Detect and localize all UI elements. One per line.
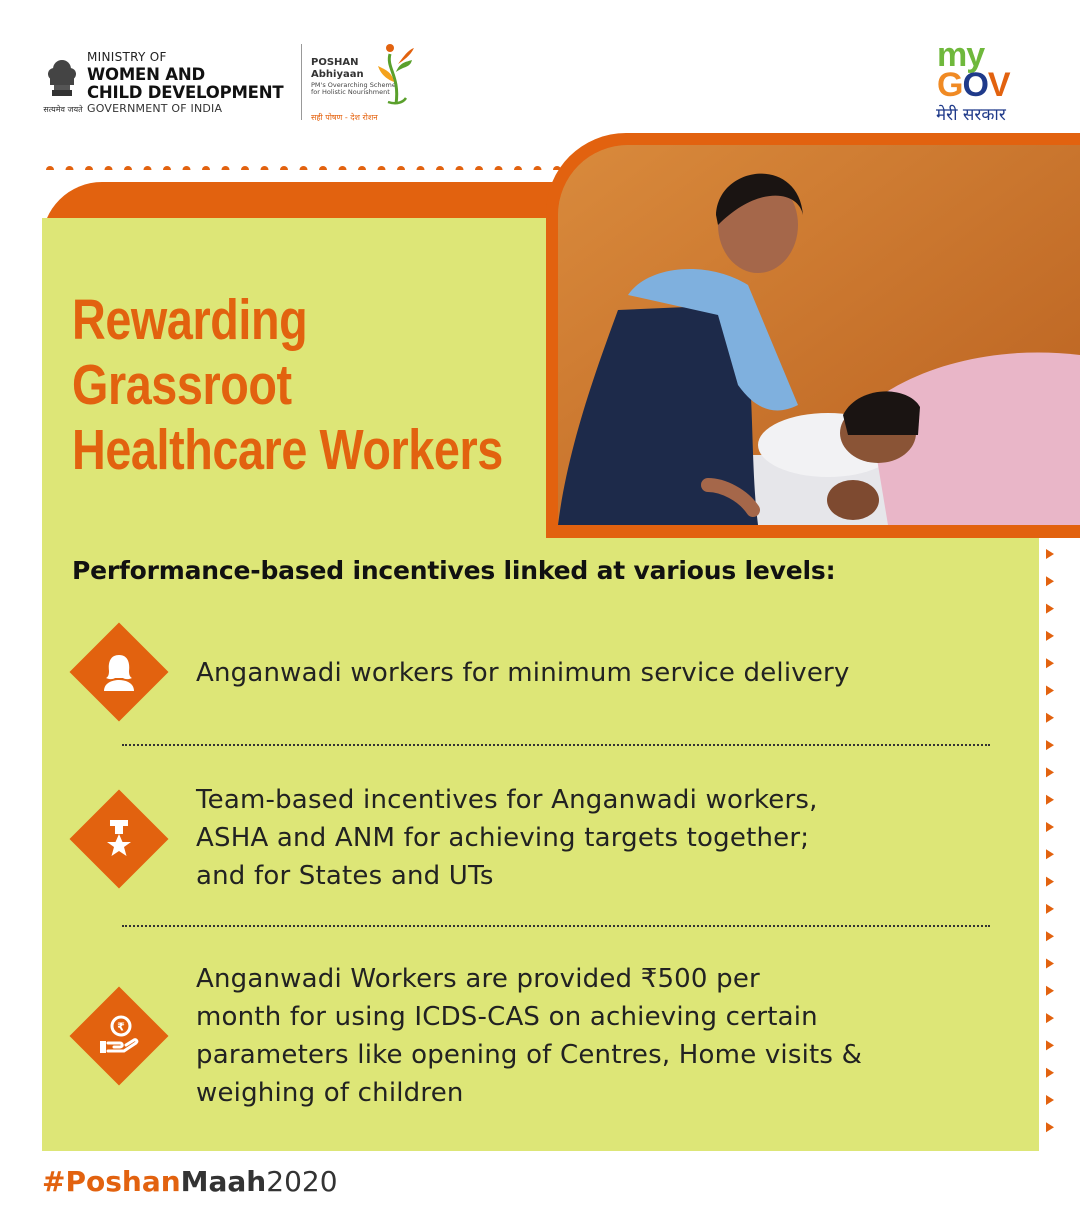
decorative-dot bbox=[378, 166, 386, 170]
decorative-dot bbox=[222, 166, 230, 170]
decorative-triangle bbox=[1046, 604, 1054, 614]
decorative-triangle bbox=[1046, 849, 1054, 859]
poshan-logo-icon bbox=[376, 42, 416, 108]
decorative-dot bbox=[46, 166, 54, 170]
government-label: GOVERNMENT OF INDIA bbox=[87, 102, 223, 115]
national-emblem-icon bbox=[44, 54, 80, 102]
decorative-dot bbox=[417, 166, 425, 170]
emblem-caption: सत्यमेव जयते bbox=[43, 105, 83, 114]
title-line-3: Healthcare Workers bbox=[72, 418, 503, 482]
decorative-triangle bbox=[1046, 740, 1054, 750]
header-divider bbox=[301, 44, 302, 120]
decorative-dot bbox=[85, 166, 93, 170]
decorative-triangle bbox=[1046, 1095, 1054, 1105]
decorative-dot bbox=[202, 166, 210, 170]
mygov-hindi-label: मेरी सरकार bbox=[936, 105, 1006, 125]
poshan-subtitle: Abhiyaan bbox=[311, 69, 364, 80]
decorative-dot bbox=[183, 166, 191, 170]
decorative-triangle bbox=[1046, 959, 1054, 969]
page-title bbox=[72, 288, 503, 483]
decorative-dot bbox=[495, 166, 503, 170]
decorative-dot bbox=[339, 166, 347, 170]
decorative-triangle bbox=[1046, 986, 1054, 996]
poshan-title: POSHAN bbox=[311, 57, 359, 68]
mygov-logo-my: my bbox=[937, 36, 985, 74]
decorative-triangle bbox=[1046, 658, 1054, 668]
title-line-2: Grassroot bbox=[72, 353, 292, 417]
decorative-triangle bbox=[1046, 877, 1054, 887]
worker-icon bbox=[94, 647, 144, 697]
decorative-triangle bbox=[1046, 904, 1054, 914]
decorative-dot bbox=[456, 166, 464, 170]
decorative-dot bbox=[514, 166, 522, 170]
poshan-description: PM's Overarching Scheme for Holistic Nourishment bbox=[311, 81, 396, 96]
decorative-dot bbox=[105, 166, 113, 170]
healthcare-worker-photo bbox=[558, 145, 1080, 525]
decorative-triangle bbox=[1046, 1040, 1054, 1050]
decorative-dot bbox=[261, 166, 269, 170]
item-1-text: Anganwadi workers for minimum service delivery bbox=[196, 658, 850, 688]
mygov-logo-gov: GOV bbox=[937, 66, 1010, 104]
decorative-arrows-right bbox=[1044, 545, 1058, 1145]
ministry-label: MINISTRY OF bbox=[87, 50, 167, 64]
poshan-tagline: सही पोषण - देश रोशन bbox=[311, 113, 378, 122]
decorative-dot bbox=[144, 166, 152, 170]
item-separator bbox=[122, 925, 990, 927]
decorative-dot bbox=[319, 166, 327, 170]
decorative-dot bbox=[534, 166, 542, 170]
decorative-dot bbox=[66, 166, 74, 170]
decorative-triangle bbox=[1046, 576, 1054, 586]
decorative-dot bbox=[300, 166, 308, 170]
decorative-dot bbox=[241, 166, 249, 170]
decorative-triangle bbox=[1046, 631, 1054, 641]
decorative-dot bbox=[163, 166, 171, 170]
section-heading: Performance-based incentives linked at various levels: bbox=[72, 556, 836, 585]
item-2-text: Team-based incentives for Anganwadi workers, ASHA and ANM for achieving targets together; and for States and UTs bbox=[196, 785, 818, 891]
hashtag: #PoshanMaah2020 bbox=[42, 1165, 338, 1198]
decorative-triangle bbox=[1046, 1013, 1054, 1023]
decorative-triangle bbox=[1046, 767, 1054, 777]
decorative-dot bbox=[436, 166, 444, 170]
decorative-dot bbox=[475, 166, 483, 170]
ministry-name-line1: WOMEN AND bbox=[87, 65, 205, 84]
decorative-dot bbox=[358, 166, 366, 170]
decorative-triangle bbox=[1046, 822, 1054, 832]
decorative-dot bbox=[124, 166, 132, 170]
ministry-name-line2: CHILD DEVELOPMENT bbox=[87, 83, 284, 102]
rupee-hand-icon bbox=[94, 1011, 144, 1061]
title-line-1: Rewarding bbox=[72, 288, 308, 352]
decorative-dots-top bbox=[46, 162, 566, 170]
decorative-triangle bbox=[1046, 1068, 1054, 1078]
item-separator bbox=[122, 744, 990, 746]
svg-text:₹: ₹ bbox=[117, 1020, 125, 1034]
medal-icon bbox=[94, 814, 144, 864]
decorative-triangle bbox=[1046, 931, 1054, 941]
decorative-dot bbox=[280, 166, 288, 170]
decorative-triangle bbox=[1046, 549, 1054, 559]
decorative-triangle bbox=[1046, 713, 1054, 723]
item-3-text: Anganwadi Workers are provided ₹500 per month for using ICDS-CAS on achieving certain parameters like opening of Centres, Home visits & weighing of children bbox=[196, 964, 863, 1108]
decorative-triangle bbox=[1046, 686, 1054, 696]
decorative-dot bbox=[397, 166, 405, 170]
decorative-triangle bbox=[1046, 1122, 1054, 1132]
decorative-triangle bbox=[1046, 795, 1054, 805]
